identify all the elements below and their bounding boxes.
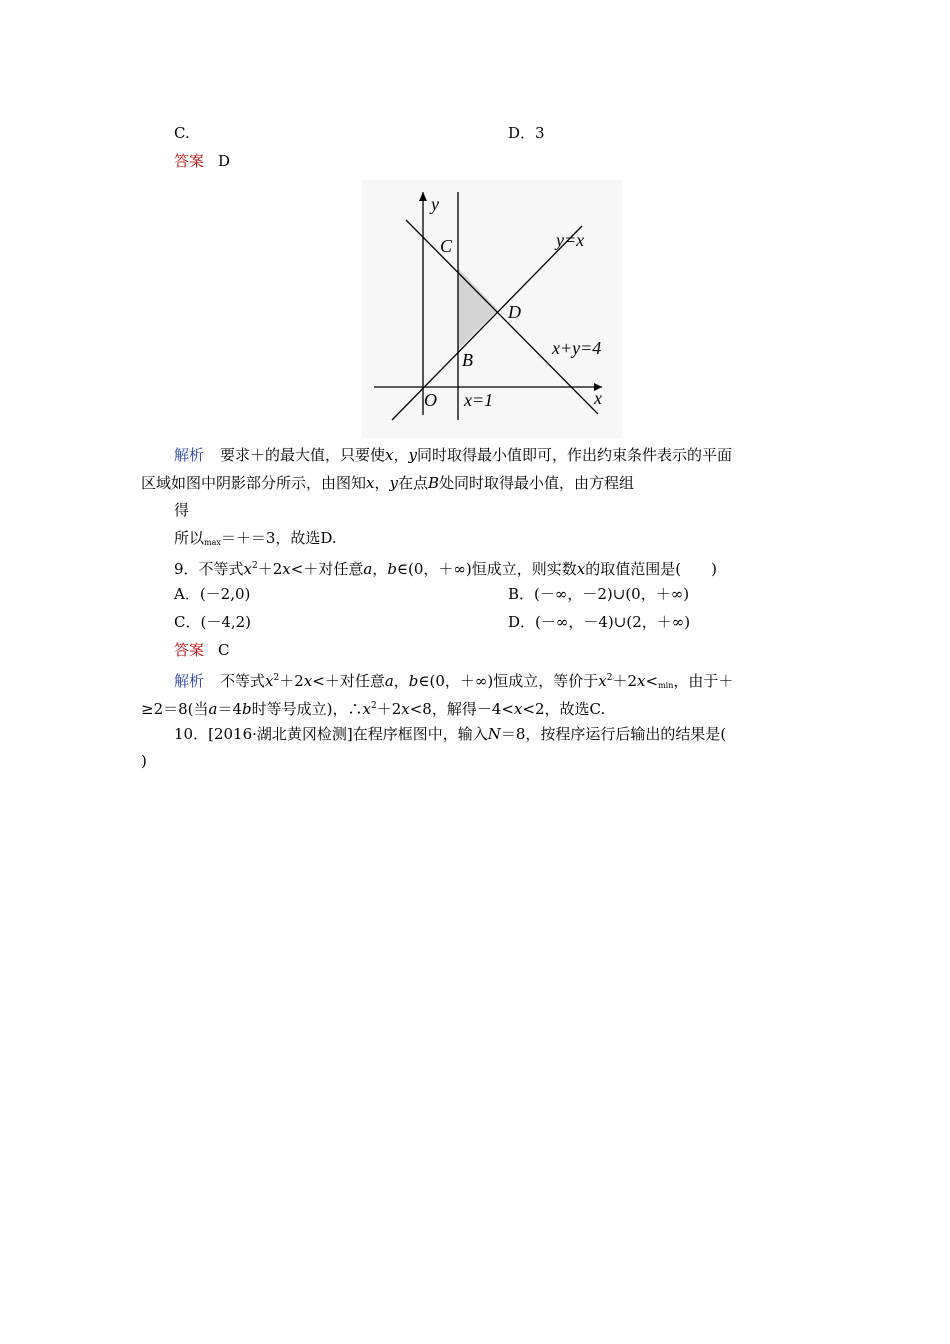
q9-option-a: A．(－2,0) [174,585,251,603]
q10-stem-end: ) [141,752,147,770]
analysis-q8-line1: 解析 要求＋的最大值，只要使x，y同时取得最小值即可，作出约束条件表示的平面 [174,446,733,464]
analysis-label: 解析 [174,672,205,690]
linear-programming-figure [362,180,622,438]
point-c-label: C [440,236,453,256]
q8-answer [174,150,230,172]
answer-label: 答案 [174,641,205,659]
analysis-q8-line2: 区域如图中阴影部分所示，由图知x，y在点B处同时取得最小值，由方程组 [141,474,635,492]
analysis-label: 解析 [174,446,205,464]
q9-stem: 9．不等式$x^2+2x<+$对任意a，b∈(0，＋∞)恒成立，则实数x的取值范围是( ) [174,560,717,578]
analysis-q9-line2: ≥2＝8(当a＝4b时等号成立)，$\therefore x^2+2x<8$，解得－4<x<2，故选C. [141,700,606,718]
line-x-equals-1-label: x=1 [464,390,494,410]
origin-label: O [424,390,437,410]
q8-option-d: D．3 [508,124,545,142]
q8-option-c: C. [174,124,190,142]
answer-value: C [218,641,230,659]
point-b-label: B [462,350,473,370]
analysis-q8-line3: 得 [174,501,190,519]
q10-stem: 10．[2016·湖北黄冈检测]在程序框图中，输入N＝8，按程序运行后输出的结果是( [174,725,727,743]
q9-option-c: C．(－4,2) [174,613,252,631]
line-y-equals-x-label: y=x [556,230,585,250]
analysis-q9-line1: 解析 不等式$x^2+2x<+$对任意a，b∈(0，＋∞)恒成立，等价于$x^2+2x<_{min}$，由于＋ [174,672,734,690]
y-axis-label: y [431,194,439,214]
line-x-plus-y-label: x+y=4 [552,338,602,358]
answer-value: D [218,152,231,170]
x-axis-label: x [594,388,602,408]
q9-answer [174,639,230,661]
answer-label: 答案 [174,152,205,170]
q9-option-b: B．(－∞，－2)∪(0，＋∞) [508,585,690,603]
q9-option-d: D．(－∞，－4)∪(2，＋∞) [508,613,691,631]
point-d-label: D [508,302,521,322]
analysis-q8-line4: 所以$_{max}$＝＋＝3，故选D. [174,529,337,547]
